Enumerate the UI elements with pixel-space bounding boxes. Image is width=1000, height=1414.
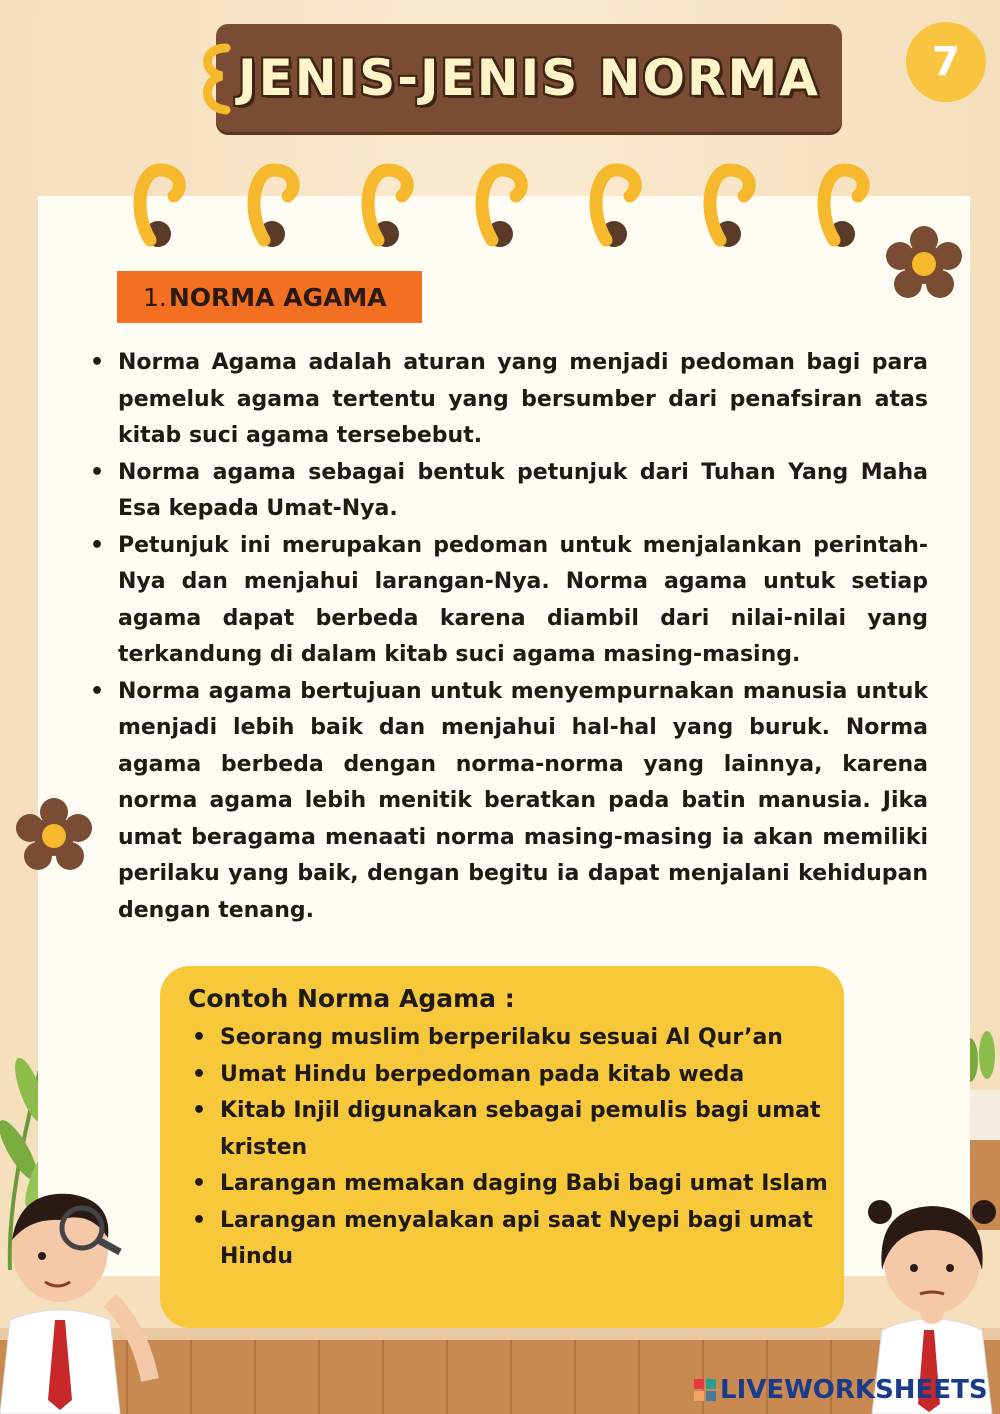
spiral-ring-icon (586, 160, 642, 252)
list-item: • Seorang muslim berperilaku sesuai Al Qur’an (190, 1020, 830, 1057)
section-number: 1. (143, 282, 167, 312)
examples-list (190, 1020, 830, 1276)
liveworksheets-logo-icon (694, 1379, 716, 1401)
spiral-ring-icon (472, 160, 528, 252)
list-item: • Petunjuk ini merupakan pedoman untuk menjalankan perintah-Nya dan menjahui larangan-Nya. Norma agama untuk setiap agama dapat berbeda karena diambil dari nilai-nilai yang terkandung di dalam kitab suci agama masing-masing. (88, 528, 928, 674)
list-item: • Larangan menyalakan api saat Nyepi bagi umat Hindu (190, 1203, 830, 1276)
boy-with-magnifier-illustration (0, 1180, 165, 1414)
flower-icon (14, 796, 94, 876)
list-item: • Norma agama sebagai bentuk petunjuk dari Tuhan Yang Maha Esa kepada Umat-Nya. (88, 455, 928, 528)
spiral-ring-icon (130, 160, 186, 252)
list-item: • Norma Agama adalah aturan yang menjadi pedoman bagi para pemeluk agama tertentu yang bersumber dari penafsiran atas kitab suci agama tersebebut. (88, 345, 928, 455)
list-item: • Larangan memakan daging Babi bagi umat Islam (190, 1166, 830, 1203)
examples-title: Contoh Norma Agama : (188, 984, 515, 1013)
spiral-ring-icon (814, 160, 870, 252)
spiral-ring-icon (358, 160, 414, 252)
section-title: NORMA AGAMA (168, 282, 387, 312)
spiral-ring-icon (244, 160, 300, 252)
section-heading (117, 271, 422, 323)
page-title: JENIS-JENIS NORMA (238, 49, 820, 107)
list-item: • Umat Hindu berpedoman pada kitab weda (190, 1057, 830, 1094)
list-item: • Kitab Injil digunakan sebagai pemulis bagi umat kristen (190, 1093, 830, 1166)
list-item: • Norma agama bertujuan untuk menyempurnakan manusia untuk menjadi lebih baik dan menjahui hal-hal yang buruk. Norma agama berbeda dengan norma-norma yang lainnya, karena norma agama lebih menitik beratkan pada batin manusia. Jika umat beragama menaati norma masing-masing ia akan memiliki perilaku yang baik, dengan begitu ia dapat menjalani kehidupan dengan tenang. (88, 674, 928, 930)
page-number-badge: 7 (906, 22, 986, 102)
spiral-ring-icon (700, 160, 756, 252)
definition-list (88, 345, 928, 929)
liveworksheets-logo (694, 1374, 988, 1406)
logo-text: LIVEWORKSHEETS (720, 1375, 988, 1405)
flower-icon (884, 224, 964, 304)
